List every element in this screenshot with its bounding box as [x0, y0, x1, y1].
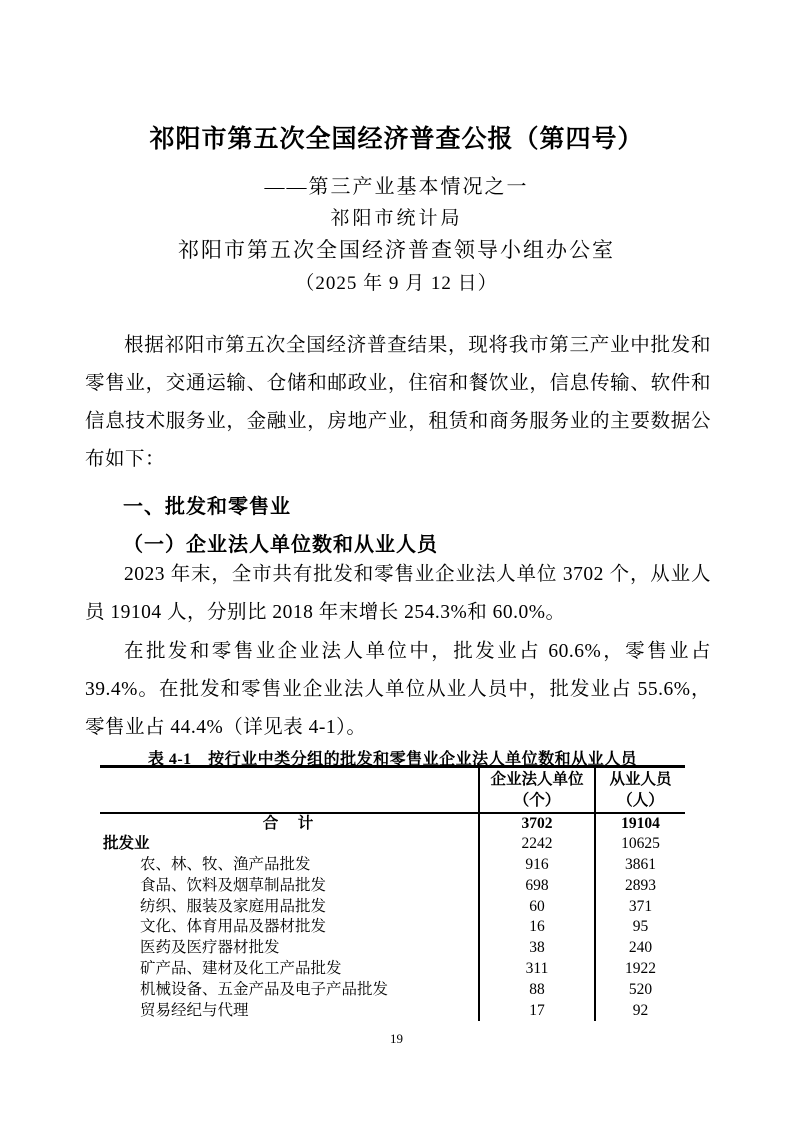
cell-label: 批发业 — [103, 835, 150, 853]
cell-label: 食品、饮料及烟草制品批发 — [140, 876, 327, 894]
cell-units: 17 — [479, 1001, 595, 1022]
table-row-total — [100, 813, 685, 835]
stats-paragraph-totals: 2023 年末，全市共有批发和零售业企业法人单位 3702 个，从业人员 19104 人，分别比 2018 年末增长 254.3%和 60.0%。 — [85, 564, 711, 623]
document-title: 祁阳市第五次全国经济普查公报（第四号） — [149, 126, 644, 153]
section-heading-wholesale-retail: 一、批发和零售业 — [123, 496, 291, 518]
cell-units: 2242 — [479, 834, 595, 855]
cell-persons: 10625 — [595, 834, 685, 855]
column-header-persons-line1: 从业人员 — [609, 770, 672, 788]
document-subtitle: ——第三产业基本情况之一 — [264, 176, 529, 198]
issuing-org-statistics-bureau: 祁阳市统计局 — [330, 208, 463, 229]
publish-date: （2025 年 9 月 12 日） — [295, 273, 498, 294]
cell-label: 纺织、服装及家庭用品批发 — [140, 897, 327, 915]
column-header-legal-units-line2: （个） — [513, 791, 561, 809]
subsection-heading-legal-units: （一）企业法人单位数和从业人员 — [123, 534, 438, 556]
cell-label: 合 计 — [262, 814, 316, 832]
cell-label: 机械设备、五金产品及电子产品批发 — [140, 980, 389, 998]
table-row-wholesale — [100, 834, 685, 855]
column-header-persons — [595, 767, 685, 813]
table-row — [100, 980, 685, 1001]
table-row — [100, 855, 685, 876]
table-row — [100, 917, 685, 938]
table-4-1 — [100, 765, 685, 1021]
cell-units: 60 — [479, 897, 595, 918]
table-row — [100, 1001, 685, 1022]
cell-units: 916 — [479, 855, 595, 876]
cell-units: 311 — [479, 959, 595, 980]
cell-persons: 19104 — [595, 813, 685, 835]
cell-persons: 240 — [595, 938, 685, 959]
cell-persons: 371 — [595, 897, 685, 918]
cell-persons: 3861 — [595, 855, 685, 876]
table-row — [100, 938, 685, 959]
cell-label: 农、林、牧、渔产品批发 — [140, 856, 311, 874]
stats-paragraph-shares: 在批发和零售业企业法人单位中，批发业占 60.6%，零售业占 39.4%。在批发和零售业企业法人单位从业人员中，批发业占 55.6%，零售业占 44.4%（详见表 4-1）。 — [85, 641, 711, 738]
cell-units: 38 — [479, 938, 595, 959]
table-header-row — [100, 767, 685, 813]
table-row — [100, 876, 685, 897]
table-row — [100, 897, 685, 918]
issuing-org-census-office: 祁阳市第五次全国经济普查领导小组办公室 — [178, 238, 615, 262]
cell-persons: 95 — [595, 917, 685, 938]
cell-units: 88 — [479, 980, 595, 1001]
cell-label: 医药及医疗器材批发 — [140, 939, 280, 957]
cell-label: 贸易经纪与代理 — [140, 1001, 249, 1019]
column-header-legal-units-line1: 企业法人单位 — [490, 770, 584, 788]
page-number: 19 — [390, 1031, 403, 1046]
column-header-legal-units — [479, 767, 595, 813]
cell-persons: 2893 — [595, 876, 685, 897]
column-header-industry — [100, 767, 479, 813]
cell-persons: 92 — [595, 1001, 685, 1022]
table-row — [100, 959, 685, 980]
cell-units: 3702 — [479, 813, 595, 835]
table-title: 表 4-1 按行业中类分组的批发和零售业企业法人单位数和从业人员 — [147, 751, 638, 768]
cell-units: 16 — [479, 917, 595, 938]
cell-persons: 1922 — [595, 959, 685, 980]
cell-persons: 520 — [595, 980, 685, 1001]
cell-units: 698 — [479, 876, 595, 897]
cell-label: 矿产品、建材及化工产品批发 — [140, 960, 342, 978]
column-header-persons-line2: （人） — [617, 791, 664, 809]
cell-label: 文化、体育用品及器材批发 — [140, 918, 327, 936]
intro-paragraph: 根据祁阳市第五次全国经济普查结果，现将我市第三产业中批发和零售业，交通运输、仓储和邮政业，住宿和餐饮业，信息传输、软件和信息技术服务业，金融业，房地产业，租赁和商务服务业的主要数据公布如下： — [85, 335, 711, 470]
